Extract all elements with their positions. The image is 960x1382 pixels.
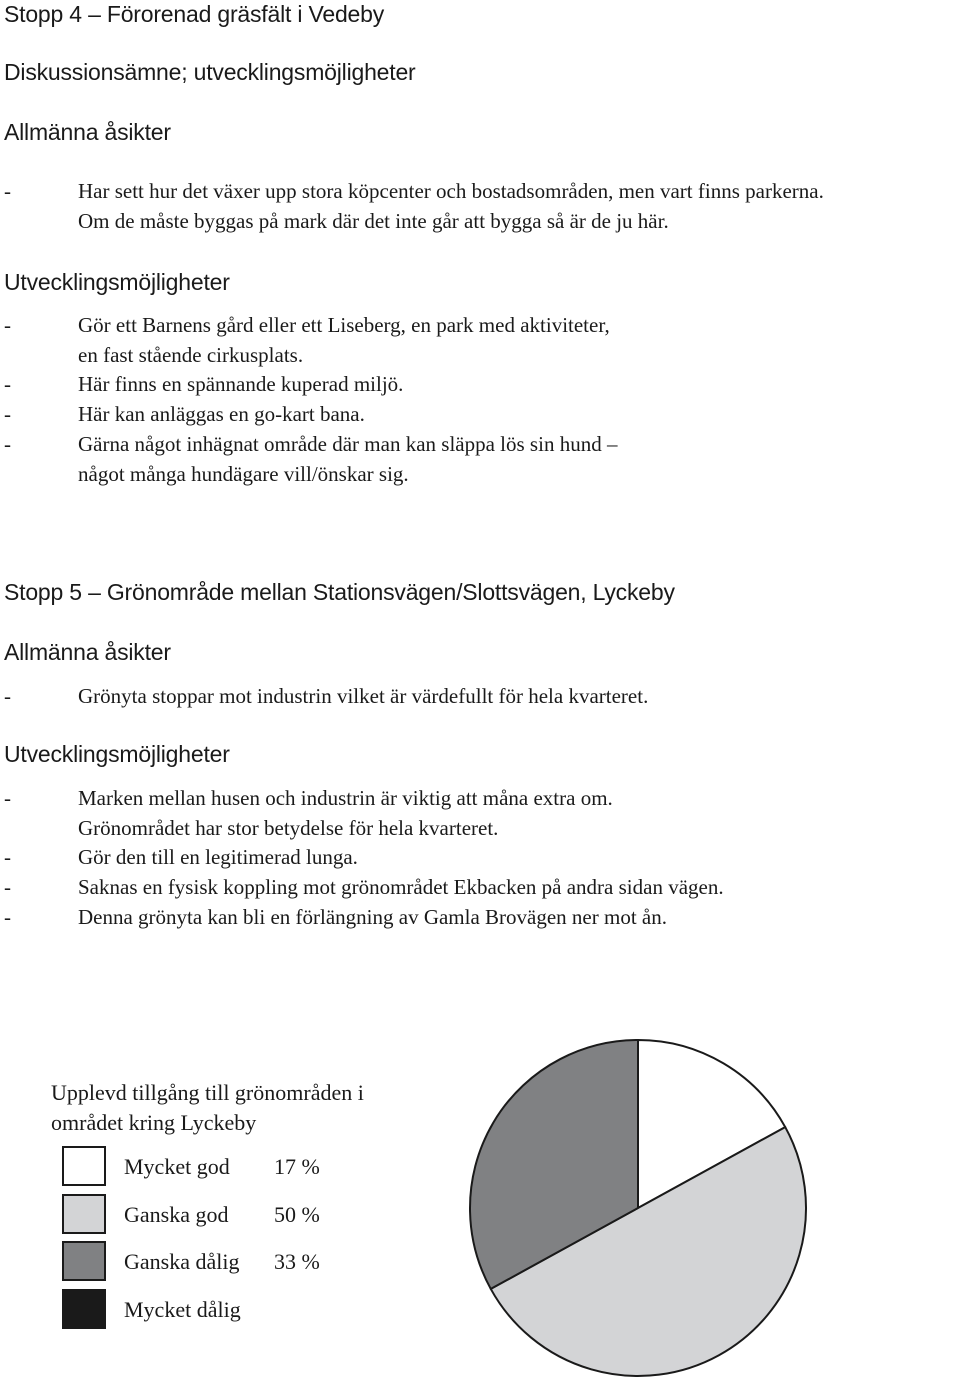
bullet-dash: - (4, 845, 11, 869)
bullet-dash: - (4, 179, 11, 203)
bullet-line: Här finns en spännande kuperad miljö. (78, 372, 404, 396)
bullet-line: Grönyta stoppar mot industrin vilket är värdefullt för hela kvarteret. (78, 684, 649, 708)
bullet-line: Gör den till en legitimerad lunga. (78, 845, 358, 869)
bullet-dash: - (4, 402, 11, 426)
pie-chart (460, 1030, 820, 1382)
chart-title (51, 1078, 364, 1138)
legend-value: 50 % (274, 1202, 320, 1227)
bullet-dash: - (4, 313, 11, 337)
legend-swatch (62, 1289, 106, 1329)
stop4-title: Stopp 4 – Förorenad gräsfält i Vedeby (4, 1, 385, 27)
legend-swatch (62, 1241, 106, 1281)
legend-value: 33 % (274, 1249, 320, 1274)
chart-title-line: Upplevd tillgång till grönområden i (51, 1080, 364, 1105)
bullet-line: Gör ett Barnens gård eller ett Liseberg, en park med aktiviteter, (78, 313, 610, 337)
bullet-line: något många hundägare vill/önskar sig. (78, 462, 409, 486)
bullet-line: Marken mellan husen och industrin är viktig att måna extra om. (78, 786, 613, 810)
stop4-discussion-heading: Diskussionsämne; utvecklingsmöjligheter (4, 59, 416, 85)
bullet-dash: - (4, 432, 11, 456)
stop5-title: Stopp 5 – Grönområde mellan Stationsvägen/Slottsvägen, Lyckeby (4, 579, 675, 605)
bullet-line: Saknas en fysisk koppling mot grönområdet Ekbacken på andra sidan vägen. (78, 875, 724, 899)
bullet-line: Grönområdet har stor betydelse för hela kvarteret. (78, 816, 499, 840)
legend-label: Mycket dålig (124, 1297, 241, 1322)
legend-value: 17 % (274, 1154, 320, 1179)
bullet-line: Om de måste byggas på mark där det inte går att bygga så är de ju här. (78, 209, 669, 233)
bullet-dash: - (4, 786, 11, 810)
chart-title-line: området kring Lyckeby (51, 1110, 257, 1135)
bullet-dash: - (4, 372, 11, 396)
bullet-line: Denna grönyta kan bli en förlängning av Gamla Brovägen ner mot ån. (78, 905, 667, 929)
bullet-line: Har sett hur det växer upp stora köpcenter och bostadsområden, men vart finns parkerna. (78, 179, 824, 203)
bullet-line: Gärna något inhägnat område där man kan släppa lös sin hund – (78, 432, 618, 456)
stop5-dev-heading: Utvecklingsmöjligheter (4, 741, 230, 767)
legend-label: Mycket god (124, 1154, 230, 1179)
bullet-dash: - (4, 684, 11, 708)
bullet-dash: - (4, 905, 11, 929)
legend-label: Ganska god (124, 1202, 229, 1227)
legend-swatch (62, 1146, 106, 1186)
bullet-dash: - (4, 875, 11, 899)
bullet-line: en fast stående cirkusplats. (78, 343, 304, 367)
legend-label: Ganska dålig (124, 1249, 240, 1274)
legend-swatch (62, 1194, 106, 1234)
stop4-dev-heading: Utvecklingsmöjligheter (4, 269, 230, 295)
bullet-line: Här kan anläggas en go-kart bana. (78, 402, 365, 426)
stop4-general-heading: Allmänna åsikter (4, 119, 171, 145)
stop5-general-heading: Allmänna åsikter (4, 639, 171, 665)
